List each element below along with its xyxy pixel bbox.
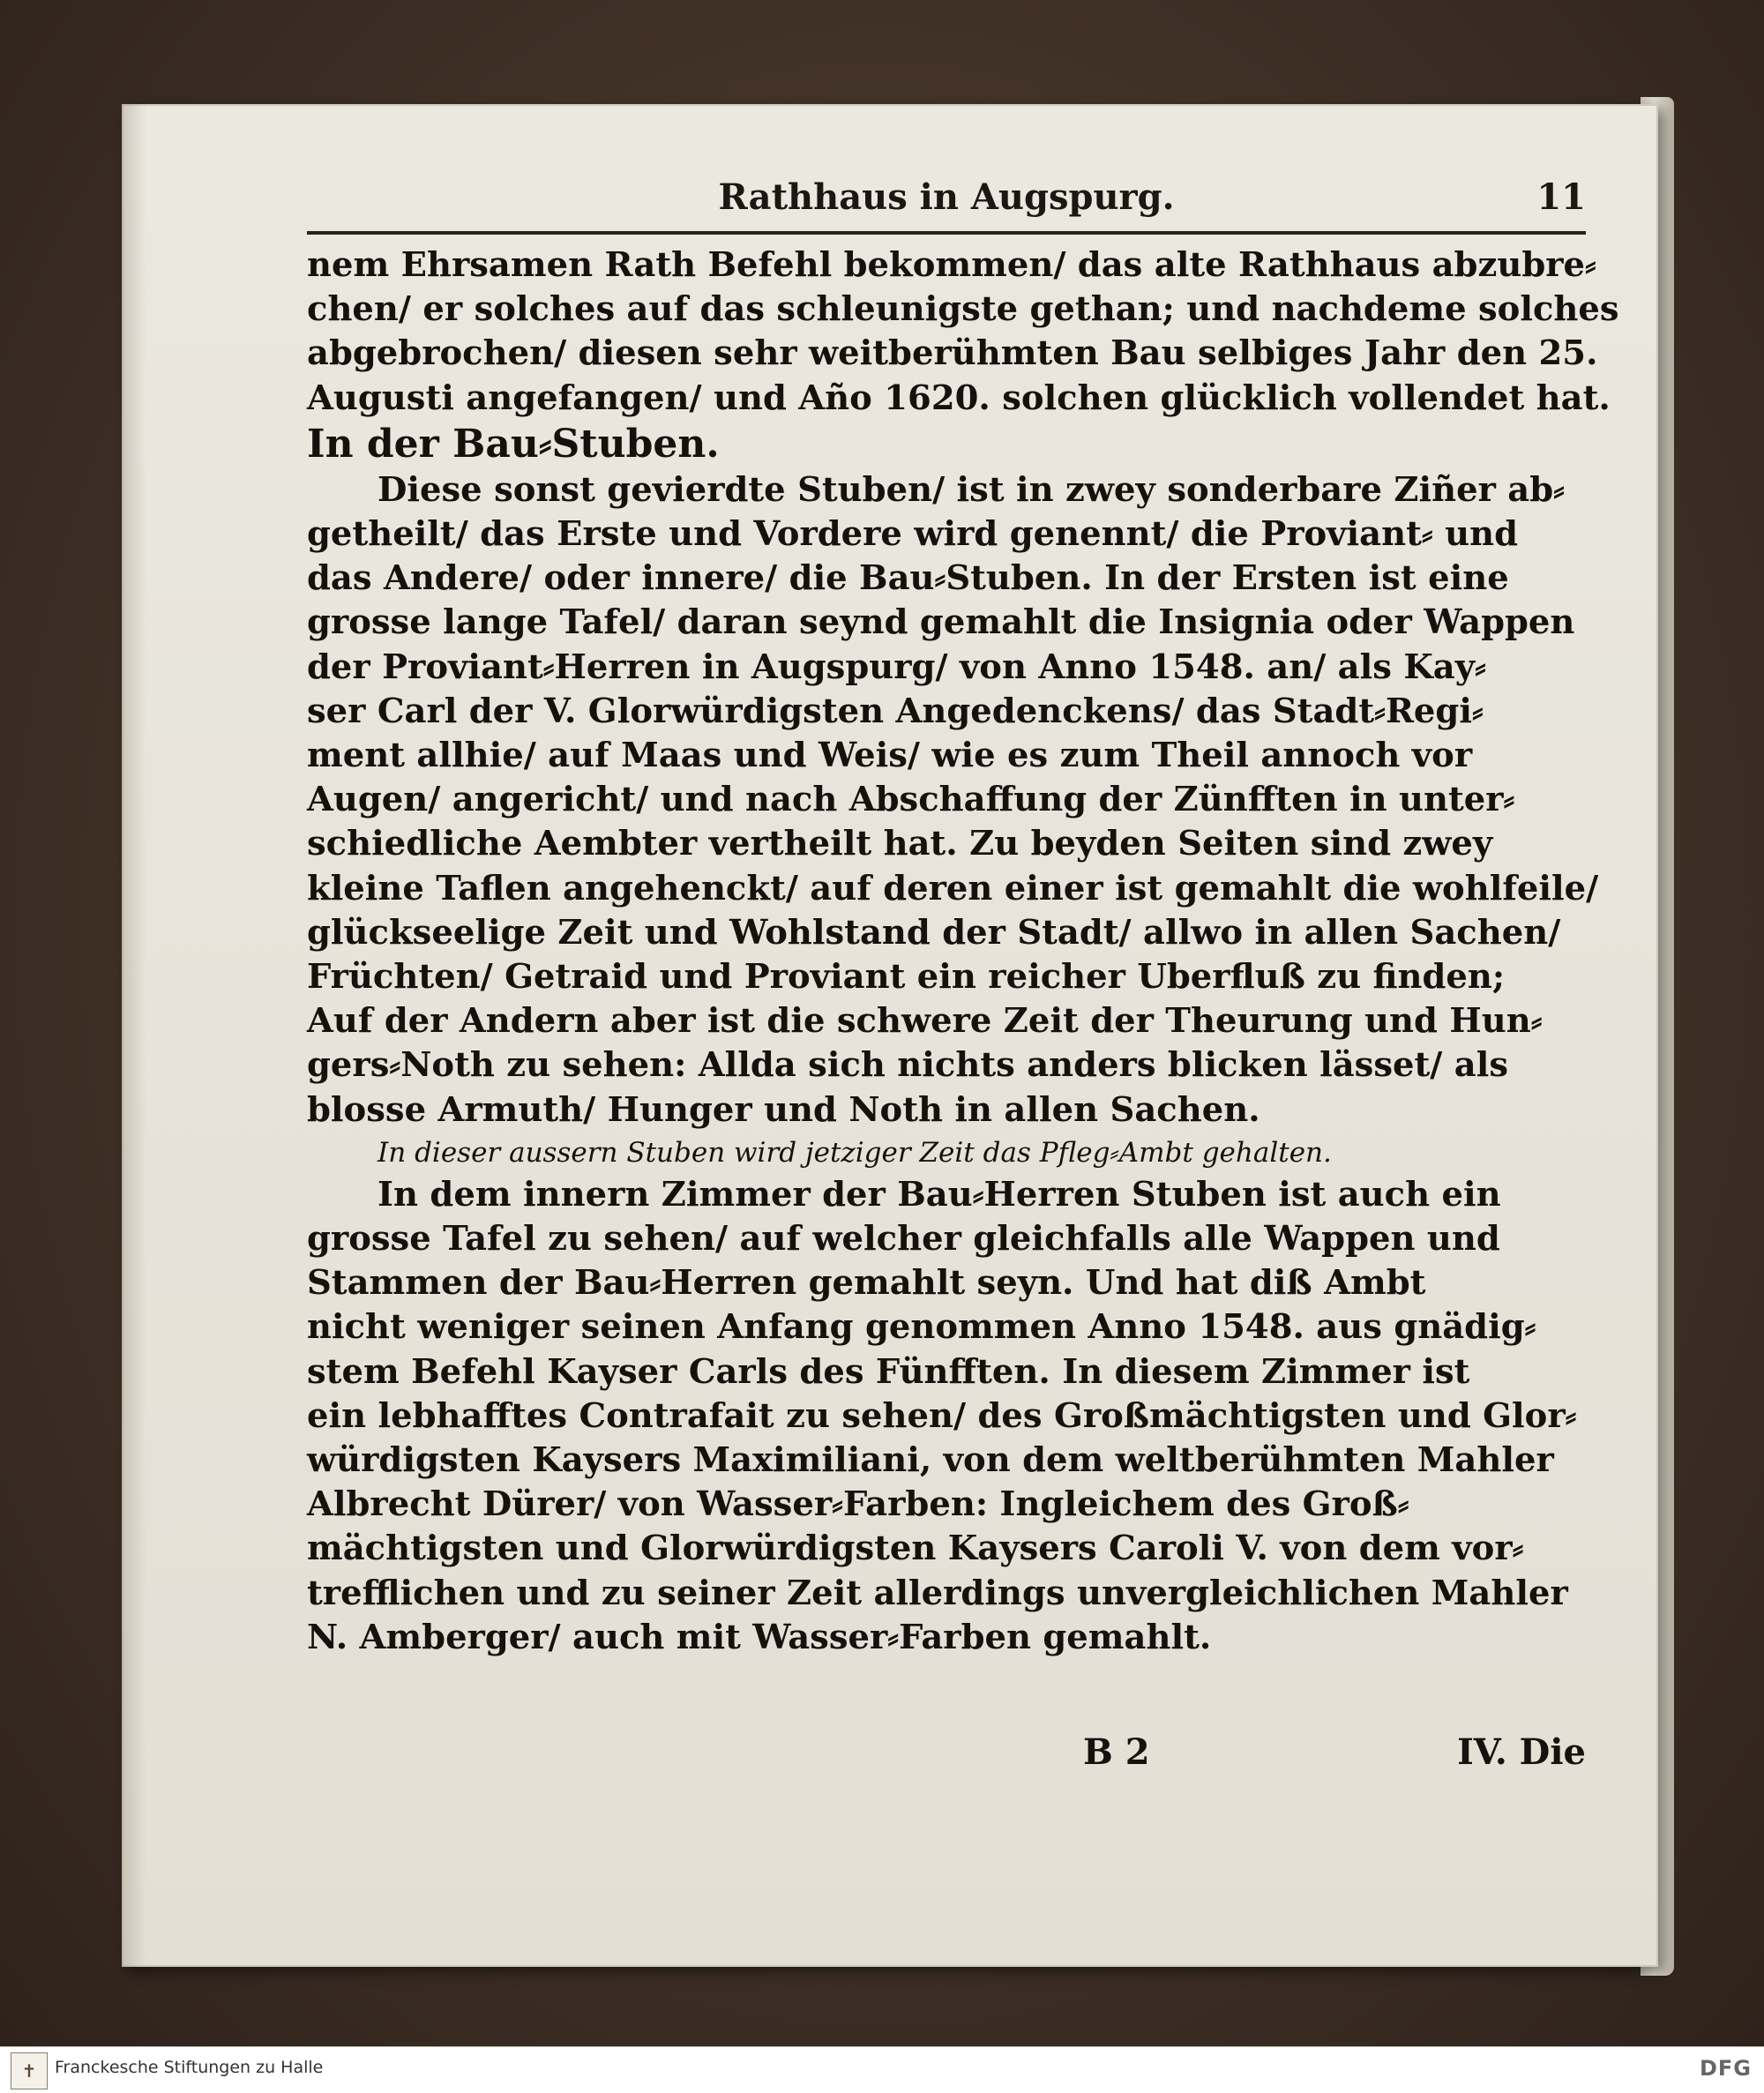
text-line: nem Ehrsamen Rath Befehl bekommen/ das alte Rathhaus abzubre⸗ [307, 245, 1596, 285]
text-line: Albrecht Dürer/ von Wasser⸗Farben: Ingleichem des Groß⸗ [307, 1484, 1409, 1525]
viewer-footer [0, 2046, 1764, 2093]
text-line: Diese sonst gevierdte Stuben/ ist in zwey sonderbare Ziñer ab⸗ [377, 469, 1565, 510]
text-line: gers⸗Noth zu sehen: Allda sich nichts anders blicken lässet/ als [307, 1045, 1509, 1086]
signature-mark: B 2 [1083, 1731, 1150, 1773]
text-line: blosse Armuth/ Hunger und Noth in allen Sachen. [307, 1089, 1260, 1130]
institution-name[interactable]: Franckesche Stiftungen zu Halle [55, 2058, 324, 2077]
text-line: schiedliche Aembter vertheilt hat. Zu beyden Seiten sind zwey [307, 824, 1493, 864]
institution-logo-icon[interactable]: ✝ [11, 2052, 48, 2089]
page-foot [307, 1731, 1586, 1784]
text-line: ment allhie/ auf Maas und Weis/ wie es zum Theil annoch vor [307, 736, 1473, 776]
text-line: chen/ er solches auf das schleunigste gethan; und nachdeme solches [307, 289, 1619, 330]
paragraph-inner-room [307, 1173, 1586, 1660]
text-line: das Andere/ oder innere/ die Bau⸗Stuben. In der Ersten ist eine [307, 558, 1509, 599]
text-line: getheilt/ das Erste und Vordere wird genennt/ die Proviant⸗ und [307, 514, 1519, 555]
text-line: Augen/ angericht/ und nach Abschaffung der Zünfften in unter⸗ [307, 780, 1515, 820]
text-line: ser Carl der V. Glorwürdigsten Angedenckens/ das Stadt⸗Regi⸗ [307, 691, 1484, 731]
text-line: nicht weniger seinen Anfang genommen Anno 1548. aus gnädig⸗ [307, 1307, 1536, 1348]
running-head [307, 176, 1586, 229]
text-line: In dem innern Zimmer der Bau⸗Herren Stuben ist auch ein [377, 1174, 1501, 1215]
text-line: mächtigsten und Glorwürdigsten Kaysers Caroli V. von dem vor⸗ [307, 1529, 1524, 1569]
paragraph-continuation [307, 243, 1619, 421]
text-line: glückseelige Zeit und Wohlstand der Stadt/ allwo in allen Sachen/ [307, 912, 1561, 953]
text-line: würdigsten Kaysers Maximiliani, von dem weltberühmten Mahler [307, 1440, 1554, 1481]
header-rule [307, 231, 1586, 235]
text-line: trefflichen und zu seiner Zeit allerdings unvergleichlichen Mahler [307, 1573, 1568, 1613]
text-line: grosse lange Tafel/ daran seynd gemahlt die Insignia oder Wappen [307, 602, 1575, 643]
paragraph-bau-stuben [307, 468, 1599, 1132]
catchword: IV. Die [1457, 1731, 1586, 1773]
text-line: der Proviant⸗Herren in Augspurg/ von Anno 1548. an/ als Kay⸗ [307, 647, 1486, 687]
side-note: In dieser aussern Stuben wird jetziger Zeit das Pfleg⸗Ambt gehalten. [377, 1136, 1332, 1169]
text-line: Früchten/ Getraid und Proviant ein reicher Uberfluß zu finden; [307, 957, 1506, 998]
page-number: 11 [1536, 176, 1586, 218]
text-line: kleine Taflen angehenckt/ auf deren einer ist gemahlt die wohlfeile/ [307, 868, 1599, 908]
text-line: N. Amberger/ auch mit Wasser⸗Farben gemahlt. [307, 1617, 1212, 1657]
text-line: Augusti angefangen/ und Año 1620. solchen glücklich vollendet hat. [307, 377, 1611, 418]
dfg-logo[interactable]: DFG [1699, 2056, 1752, 2081]
text-line: Auf der Andern aber ist die schwere Zeit der Theurung und Hun⸗ [307, 1001, 1543, 1042]
section-heading: In der Bau⸗Stuben. [307, 421, 720, 467]
running-head-title: Rathhaus in Augspurg. [718, 176, 1175, 218]
page-body [307, 243, 1619, 1660]
text-line: stem Befehl Kayser Carls des Fünfften. In diesem Zimmer ist [307, 1351, 1470, 1392]
text-line: grosse Tafel zu sehen/ auf welcher gleichfalls alle Wappen und [307, 1219, 1500, 1260]
book-page [122, 104, 1658, 1967]
text-line: Stammen der Bau⸗Herren gemahlt seyn. Und hat diß Ambt [307, 1263, 1426, 1304]
text-line: abgebrochen/ diesen sehr weitberühmten Bau selbiges Jahr den 25. [307, 333, 1598, 374]
text-line: ein lebhafftes Contrafait zu sehen/ des Großmächtigsten und Glor⸗ [307, 1395, 1577, 1436]
